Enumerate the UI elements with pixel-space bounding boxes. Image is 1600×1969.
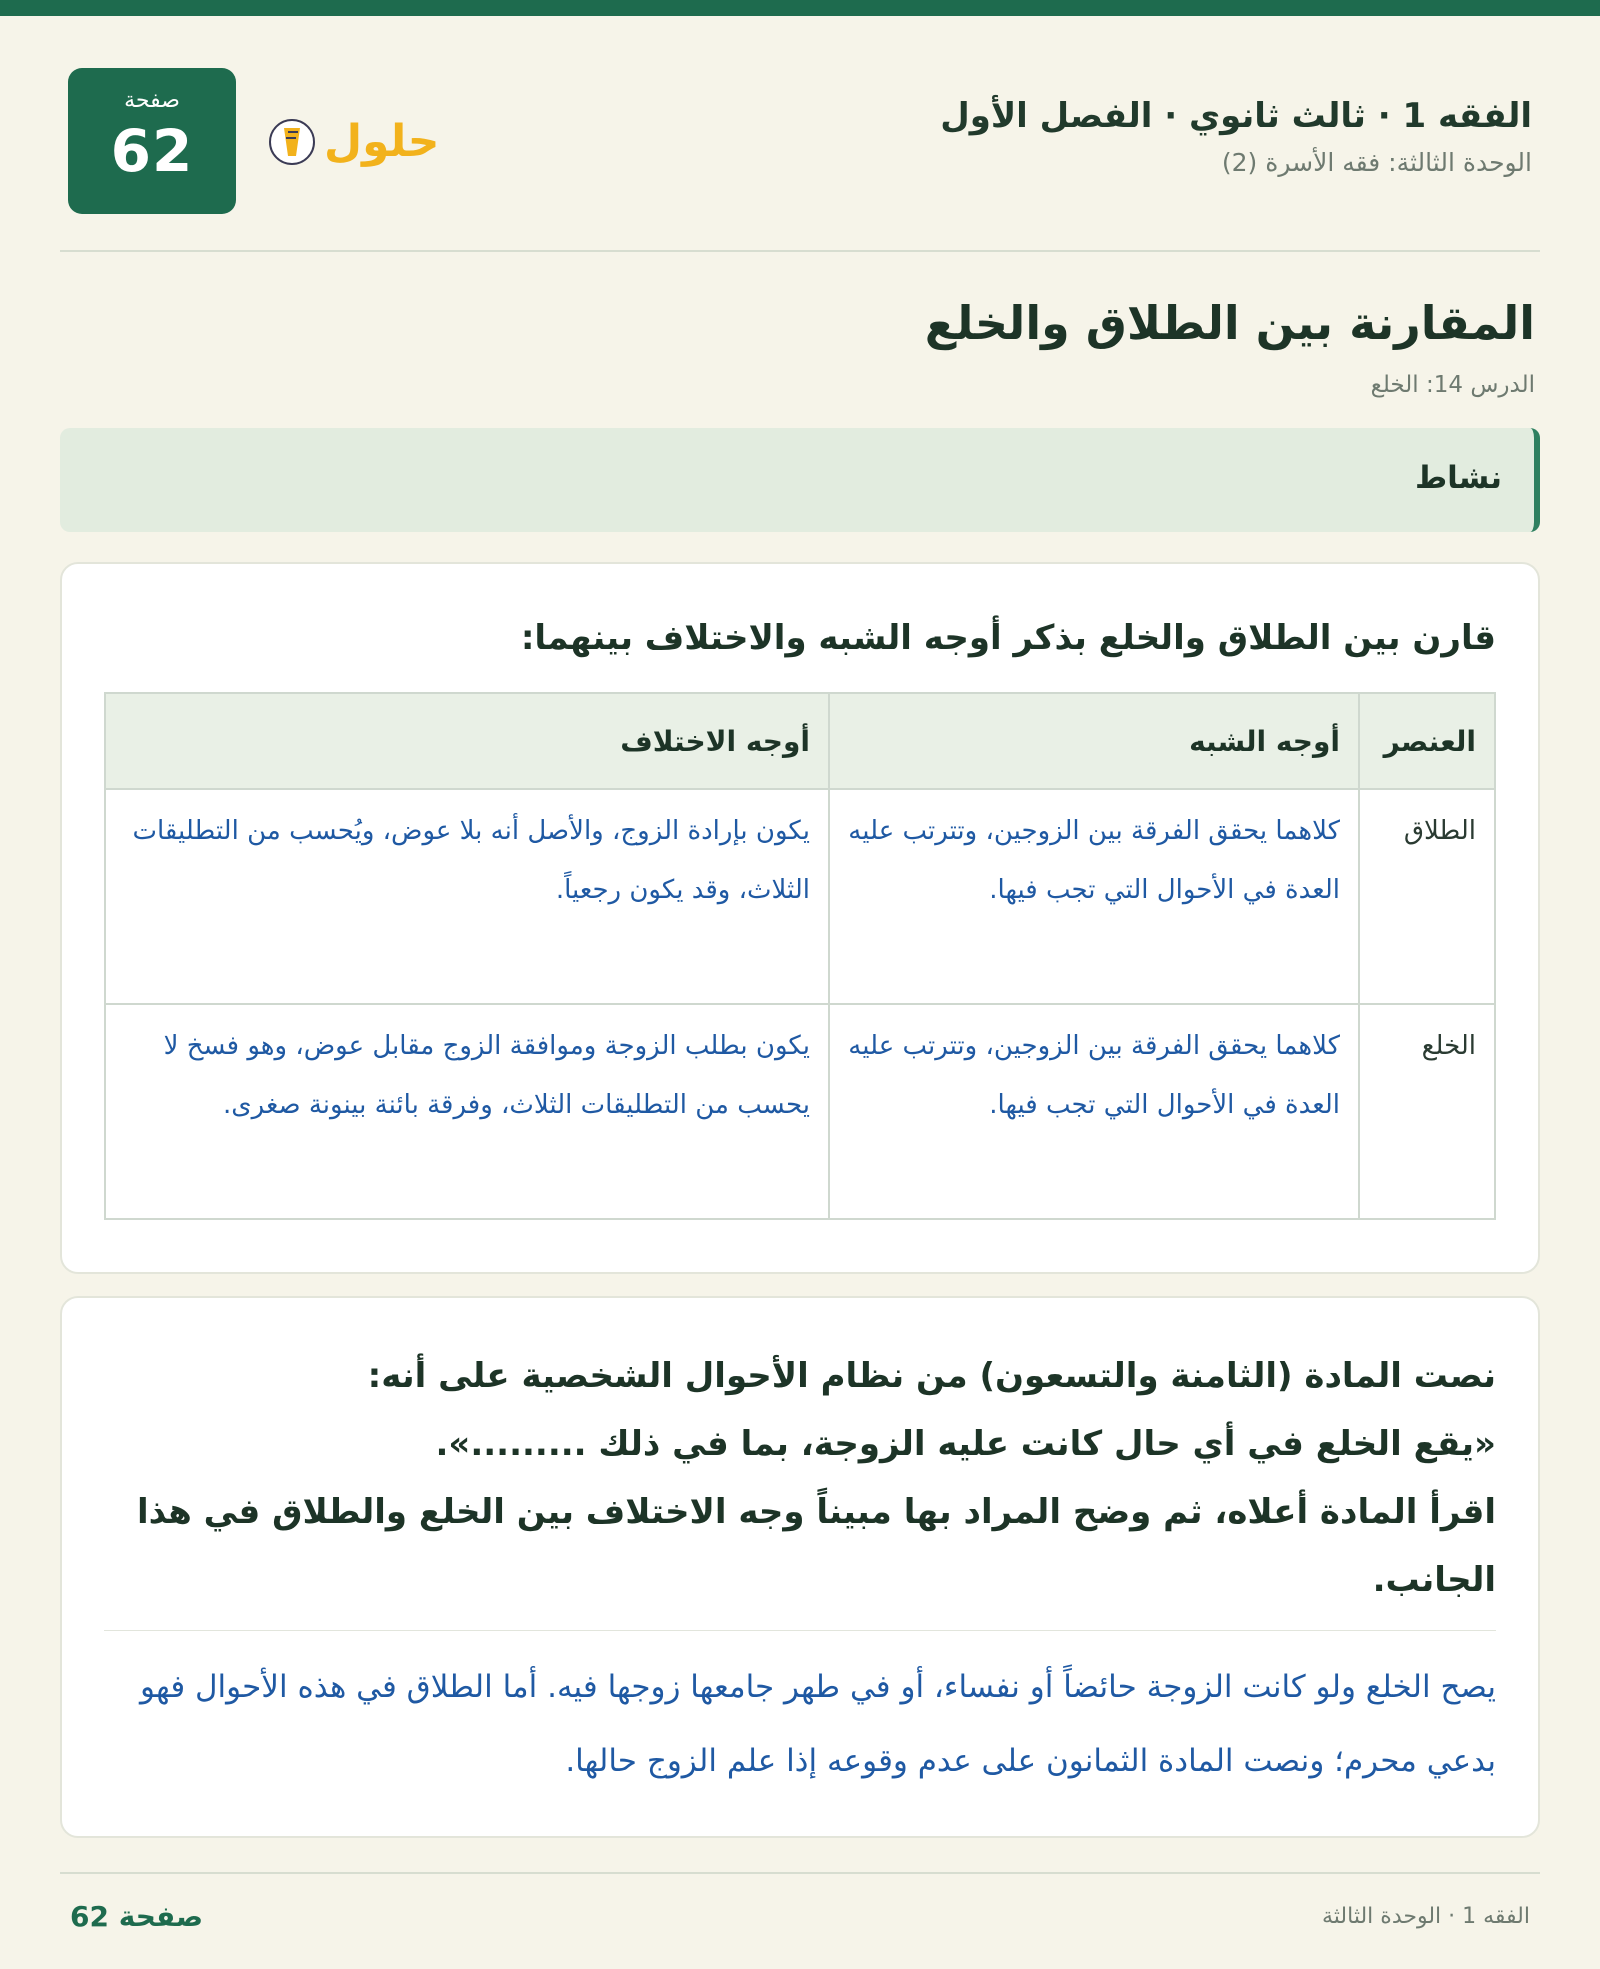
table-row [105,789,1495,1004]
activity-label: نشاط [1414,460,1502,496]
book-title: الفقه 1 · ثالث ثانوي · الفصل الأول [940,96,1532,136]
footer-page-number: صفحة 62 [70,1900,204,1933]
footer-divider [60,1872,1540,1874]
page-badge [68,68,236,214]
question2-answer: يصح الخلع ولو كانت الزوجة حائضاً أو نفساء، أو في طهر جامعها زوجها فيه. أما الطلاق في هذه الأحوال فهو بدعي محرم؛ ونصت المادة الثمانون على عدم وقوعه إذا علم الزوج حالها. [140,1669,1496,1779]
header-divider [60,250,1540,252]
row-similarity: كلاهما يحقق الفرقة بين الزوجين، وتترتب عليه العدة في الأحوال التي تجب فيها. [829,789,1359,1004]
page-header [60,68,1540,214]
header-difference: أوجه الاختلاف [105,693,829,789]
hulul-logo [262,106,502,178]
hulul-logo-icon [262,106,502,178]
lesson-heading [925,296,1535,398]
page-badge-label: صفحة [124,88,180,113]
comparison-table [104,692,1496,1220]
question1-prompt: قارن بين الطلاق والخلع بذكر أوجه الشبه والاختلاف بينهما: [520,618,1496,658]
question2-line3: اقرأ المادة أعلاه، ثم وضح المراد بها مبيناً وجه الاختلاف بين الخلع والطلاق في هذا الجانب. [136,1492,1496,1600]
question2-line2: «يقع الخلع في أي حال كانت عليه الزوجة، بما في ذلك .........». [435,1424,1496,1464]
article-question-card [60,1296,1540,1838]
header-similarity: أوجه الشبه [829,693,1359,789]
header-titles [940,96,1532,177]
table-row [105,1004,1495,1219]
question2-text [104,1342,1496,1614]
top-accent-bar [0,0,1600,16]
page-badge-number: 62 [110,117,194,185]
logo-text: حلول [324,116,440,167]
answer-divider [104,1630,1496,1631]
lesson-subtitle: الدرس 14: الخلع [1370,372,1535,398]
footer-book-unit: الفقه 1 · الوحدة الثالثة [1322,1904,1530,1929]
row-difference: يكون بإرادة الزوج، والأصل أنه بلا عوض، ويُحسب من التطليقات الثلاث، وقد يكون رجعياً. [105,789,829,1004]
comparison-card [60,562,1540,1274]
question2-line1: نصت المادة (الثامنة والتسعون) من نظام الأحوال الشخصية على أنه: [367,1356,1496,1396]
activity-banner [60,428,1540,532]
header-element: العنصر [1359,693,1495,789]
lesson-title: المقارنة بين الطلاق والخلع [924,296,1535,350]
row-difference: يكون بطلب الزوجة وموافقة الزوج مقابل عوض، وهو فسخ لا يحسب من التطليقات الثلاث، وفرقة بائنة بينونة صغرى. [105,1004,829,1219]
row-similarity: كلاهما يحقق الفرقة بين الزوجين، وتترتب عليه العدة في الأحوال التي تجب فيها. [829,1004,1359,1219]
row-element: الطلاق [1359,789,1495,1004]
unit-title: الوحدة الثالثة: فقه الأسرة (2) [1221,148,1532,177]
table-header-row [105,693,1495,789]
row-element: الخلع [1359,1004,1495,1219]
